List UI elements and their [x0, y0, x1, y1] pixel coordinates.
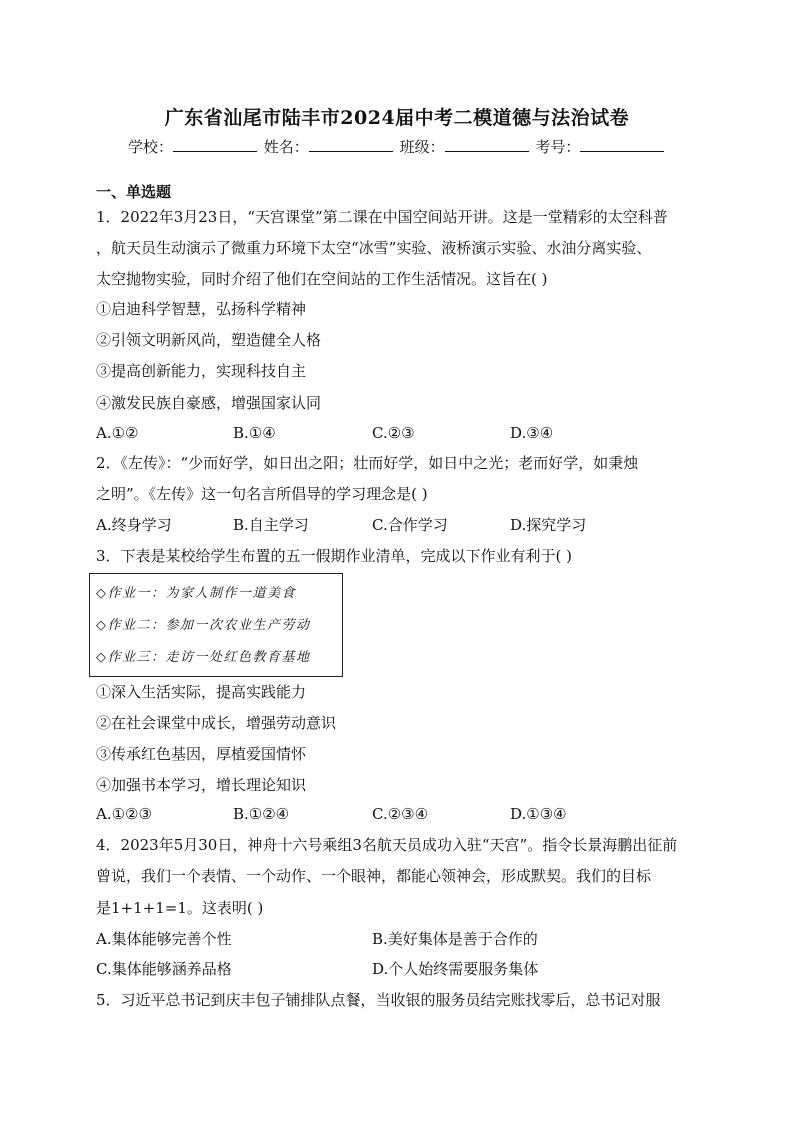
q2-option-b[interactable]: B.自主学习	[233, 516, 309, 534]
q4-line-3: 是1+1+1=1。这表明( )	[96, 899, 264, 917]
q1-option-c[interactable]: C.②③	[372, 424, 415, 442]
homework-item-1: ◇作业一：为家人制作一道美食	[96, 586, 296, 601]
name-blank[interactable]	[309, 137, 393, 152]
q1-line-2: ，航天员生动演示了微重力环境下太空“冰雪”实验、液桥演示实验、水油分离实验、	[96, 239, 652, 257]
q3-statement-2: ②在社会课堂中成长，增强劳动意识	[96, 714, 337, 732]
q4-option-c[interactable]: C.集体能够涵养品格	[96, 960, 232, 978]
q3-option-d[interactable]: D.①③④	[510, 805, 567, 823]
q4-line-1: 4．2023年5月30日，神舟十六号乘组3名航天员成功入驻“天宫”。指令长景海鹏出征前	[96, 836, 678, 854]
homework-item-3: ◇作业三：走访一处红色教育基地	[96, 650, 311, 665]
q3-option-a[interactable]: A.①②③	[96, 805, 152, 823]
q1-option-a[interactable]: A.①②	[96, 424, 139, 442]
homework-list-box	[89, 573, 343, 677]
exam-title: 广东省汕尾市陆丰市2024届中考二模道德与法治试卷	[164, 107, 630, 129]
q3-statement-3: ③传承红色基因，厚植爱国情怀	[96, 745, 307, 763]
q2-line-1: 2．《左传》：“少而好学，如日出之阳；壮而好学，如日中之光；老而好学，如秉烛	[96, 454, 639, 472]
homework-item-2: ◇作业二：参加一次农业生产劳动	[96, 618, 311, 633]
q1-statement-2: ②引领文明新风尚，塑造健全人格	[96, 331, 322, 349]
q2-option-a[interactable]: A.终身学习	[96, 516, 172, 534]
q4-option-b[interactable]: B.美好集体是善于合作的	[372, 930, 538, 948]
class-blank[interactable]	[445, 137, 529, 152]
q4-option-a[interactable]: A.集体能够完善个性	[96, 930, 232, 948]
q4-option-d[interactable]: D.个人始终需要服务集体	[372, 960, 539, 978]
q2-option-c[interactable]: C.合作学习	[372, 516, 448, 534]
student-info-line	[128, 136, 666, 157]
q5-line-1: 5．习近平总书记到庆丰包子铺排队点餐，当收银的服务员结完账找零后，总书记对服	[96, 991, 661, 1009]
school-label: 学校：	[128, 138, 174, 156]
q4-line-2: 曾说，我们一个表情、一个动作、一个眼神，都能心领神会，形成默契。我们的目标	[96, 867, 652, 885]
name-label: 姓名：	[263, 138, 309, 156]
q1-option-b[interactable]: B.①④	[233, 424, 276, 442]
exam-number-blank[interactable]	[580, 137, 664, 152]
q1-statement-4: ④激发民族自豪感，增强国家认同	[96, 394, 322, 412]
class-label: 班级：	[399, 138, 445, 156]
q1-statement-1: ①启迪科学智慧，弘扬科学精神	[96, 300, 307, 318]
section-heading: 一、单选题	[96, 183, 172, 201]
q3-line-1: 3．下表是某校给学生布置的五一假期作业清单，完成以下作业有利于( )	[96, 547, 573, 565]
q2-option-d[interactable]: D.探究学习	[510, 516, 587, 534]
q3-statement-1: ①深入生活实际，提高实践能力	[96, 683, 307, 701]
q3-statement-4: ④加强书本学习，增长理论知识	[96, 776, 307, 794]
exam-number-label: 考号：	[535, 138, 581, 156]
q1-option-d[interactable]: D.③④	[510, 424, 554, 442]
school-blank[interactable]	[173, 137, 257, 152]
q1-line-1: 1．2022年3月23日，“天宫课堂”第二课在中国空间站开讲。这是一堂精彩的太空科普	[96, 208, 668, 226]
q3-option-c[interactable]: C.②③④	[372, 805, 429, 823]
q1-line-3: 太空抛物实验，同时介绍了他们在空间站的工作生活情况。这旨在( )	[96, 270, 548, 288]
q1-statement-3: ③提高创新能力，实现科技自主	[96, 362, 307, 380]
q3-option-b[interactable]: B.①②④	[233, 805, 290, 823]
q2-line-2: 之明”。《左传》这一句名言所倡导的学习理念是( )	[96, 485, 428, 503]
